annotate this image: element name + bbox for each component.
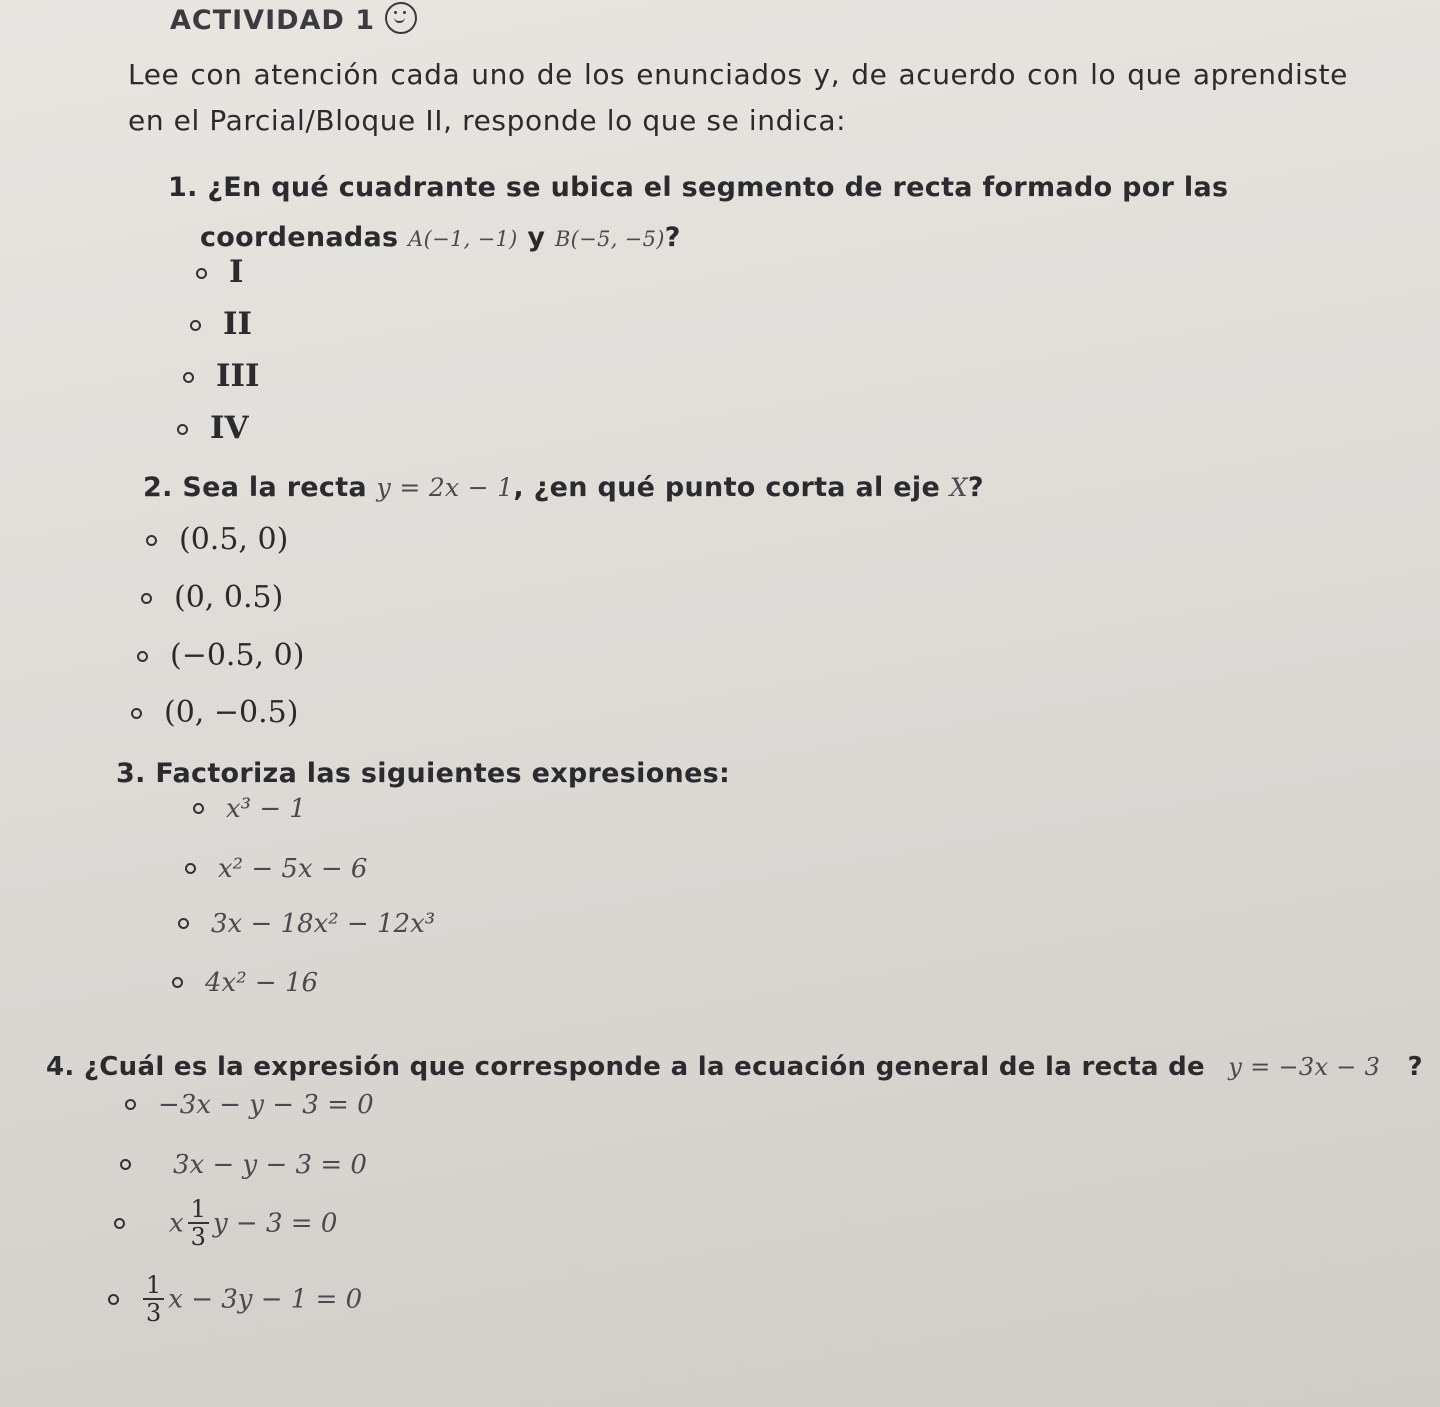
radio-bullet-icon[interactable]: [141, 593, 152, 604]
radio-bullet-icon[interactable]: [196, 268, 207, 279]
q2-option-3[interactable]: (−0.5, 0): [137, 638, 304, 673]
radio-bullet-icon[interactable]: [177, 424, 188, 435]
title-text: ACTIVIDAD 1: [170, 5, 376, 36]
q2-axis: X: [949, 473, 968, 502]
q4-option-2[interactable]: 3x − y − 3 = 0: [120, 1146, 367, 1181]
q3-option-1[interactable]: x³ − 1: [193, 790, 306, 825]
q3-option-3[interactable]: 3x − 18x² − 12x³: [178, 905, 435, 940]
radio-bullet-icon[interactable]: [125, 1099, 136, 1110]
q4-equation: y = −3x − 3: [1228, 1053, 1381, 1081]
q2-text: 2. Sea la recta y = 2x − 1, ¿en qué punto corta al eje X?: [143, 472, 984, 503]
q4-option-1[interactable]: −3x − y − 3 = 0: [125, 1086, 374, 1121]
q1-option-3[interactable]: III: [183, 358, 260, 394]
activity-title: [170, 2, 417, 36]
q1-coord-label: coordenadas: [200, 222, 399, 253]
radio-bullet-icon[interactable]: [146, 535, 157, 546]
q2-option-2[interactable]: (0, 0.5): [141, 580, 283, 615]
radio-bullet-icon[interactable]: [120, 1159, 131, 1170]
radio-bullet-icon[interactable]: [178, 918, 189, 929]
radio-bullet-icon[interactable]: [137, 651, 148, 662]
radio-bullet-icon[interactable]: [183, 372, 194, 383]
q3-option-4[interactable]: 4x² − 16: [172, 964, 318, 999]
q2-equation: y = 2x − 1: [376, 473, 514, 502]
q3-option-2[interactable]: x² − 5x − 6: [185, 850, 367, 885]
radio-bullet-icon[interactable]: [193, 803, 204, 814]
q1-text: 1. ¿En qué cuadrante se ubica el segmento de recta formado por las: [168, 172, 1229, 203]
q2-option-1[interactable]: (0.5, 0): [146, 522, 288, 557]
radio-bullet-icon[interactable]: [114, 1218, 125, 1229]
q1-qmark: ?: [664, 222, 681, 253]
q3-text: 3. Factoriza las siguientes expresiones:: [116, 758, 731, 789]
q4-text: 4. ¿Cuál es la expresión que corresponde a la ecuación general de la recta de y = −3x − 3 ?: [46, 1052, 1423, 1082]
radio-bullet-icon[interactable]: [185, 863, 196, 874]
radio-bullet-icon[interactable]: [131, 708, 142, 719]
q2-option-4[interactable]: (0, −0.5): [131, 695, 298, 730]
q1-point-b: B(−5, −5): [554, 227, 665, 251]
q4-option-3[interactable]: x $\frac{1}{3}$ y − 3 = 0: [114, 1196, 337, 1250]
q4-option-4[interactable]: $\frac{1}{3}$ x − 3y − 1 = 0: [108, 1272, 362, 1326]
radio-bullet-icon[interactable]: [172, 977, 183, 988]
smiley-icon: [385, 2, 417, 34]
q1-text-line2: [200, 222, 681, 253]
radio-bullet-icon[interactable]: [190, 320, 201, 331]
q1-joiner: y: [527, 222, 546, 253]
q1-option-1[interactable]: I: [196, 254, 244, 290]
q1-option-2[interactable]: II: [190, 306, 252, 342]
intro-paragraph: Lee con atención cada uno de los enunciados y, de acuerdo con lo que aprendiste en el Parcial/Bloque II, responde lo que se indica:: [128, 58, 1348, 137]
q1-option-4[interactable]: IV: [177, 410, 249, 446]
fraction-one-third: $\frac{1}{3}$: [143, 1272, 164, 1326]
radio-bullet-icon[interactable]: [108, 1294, 119, 1305]
fraction-one-third: $\frac{1}{3}$: [188, 1196, 209, 1250]
q1-point-a: A(−1, −1): [408, 227, 518, 251]
